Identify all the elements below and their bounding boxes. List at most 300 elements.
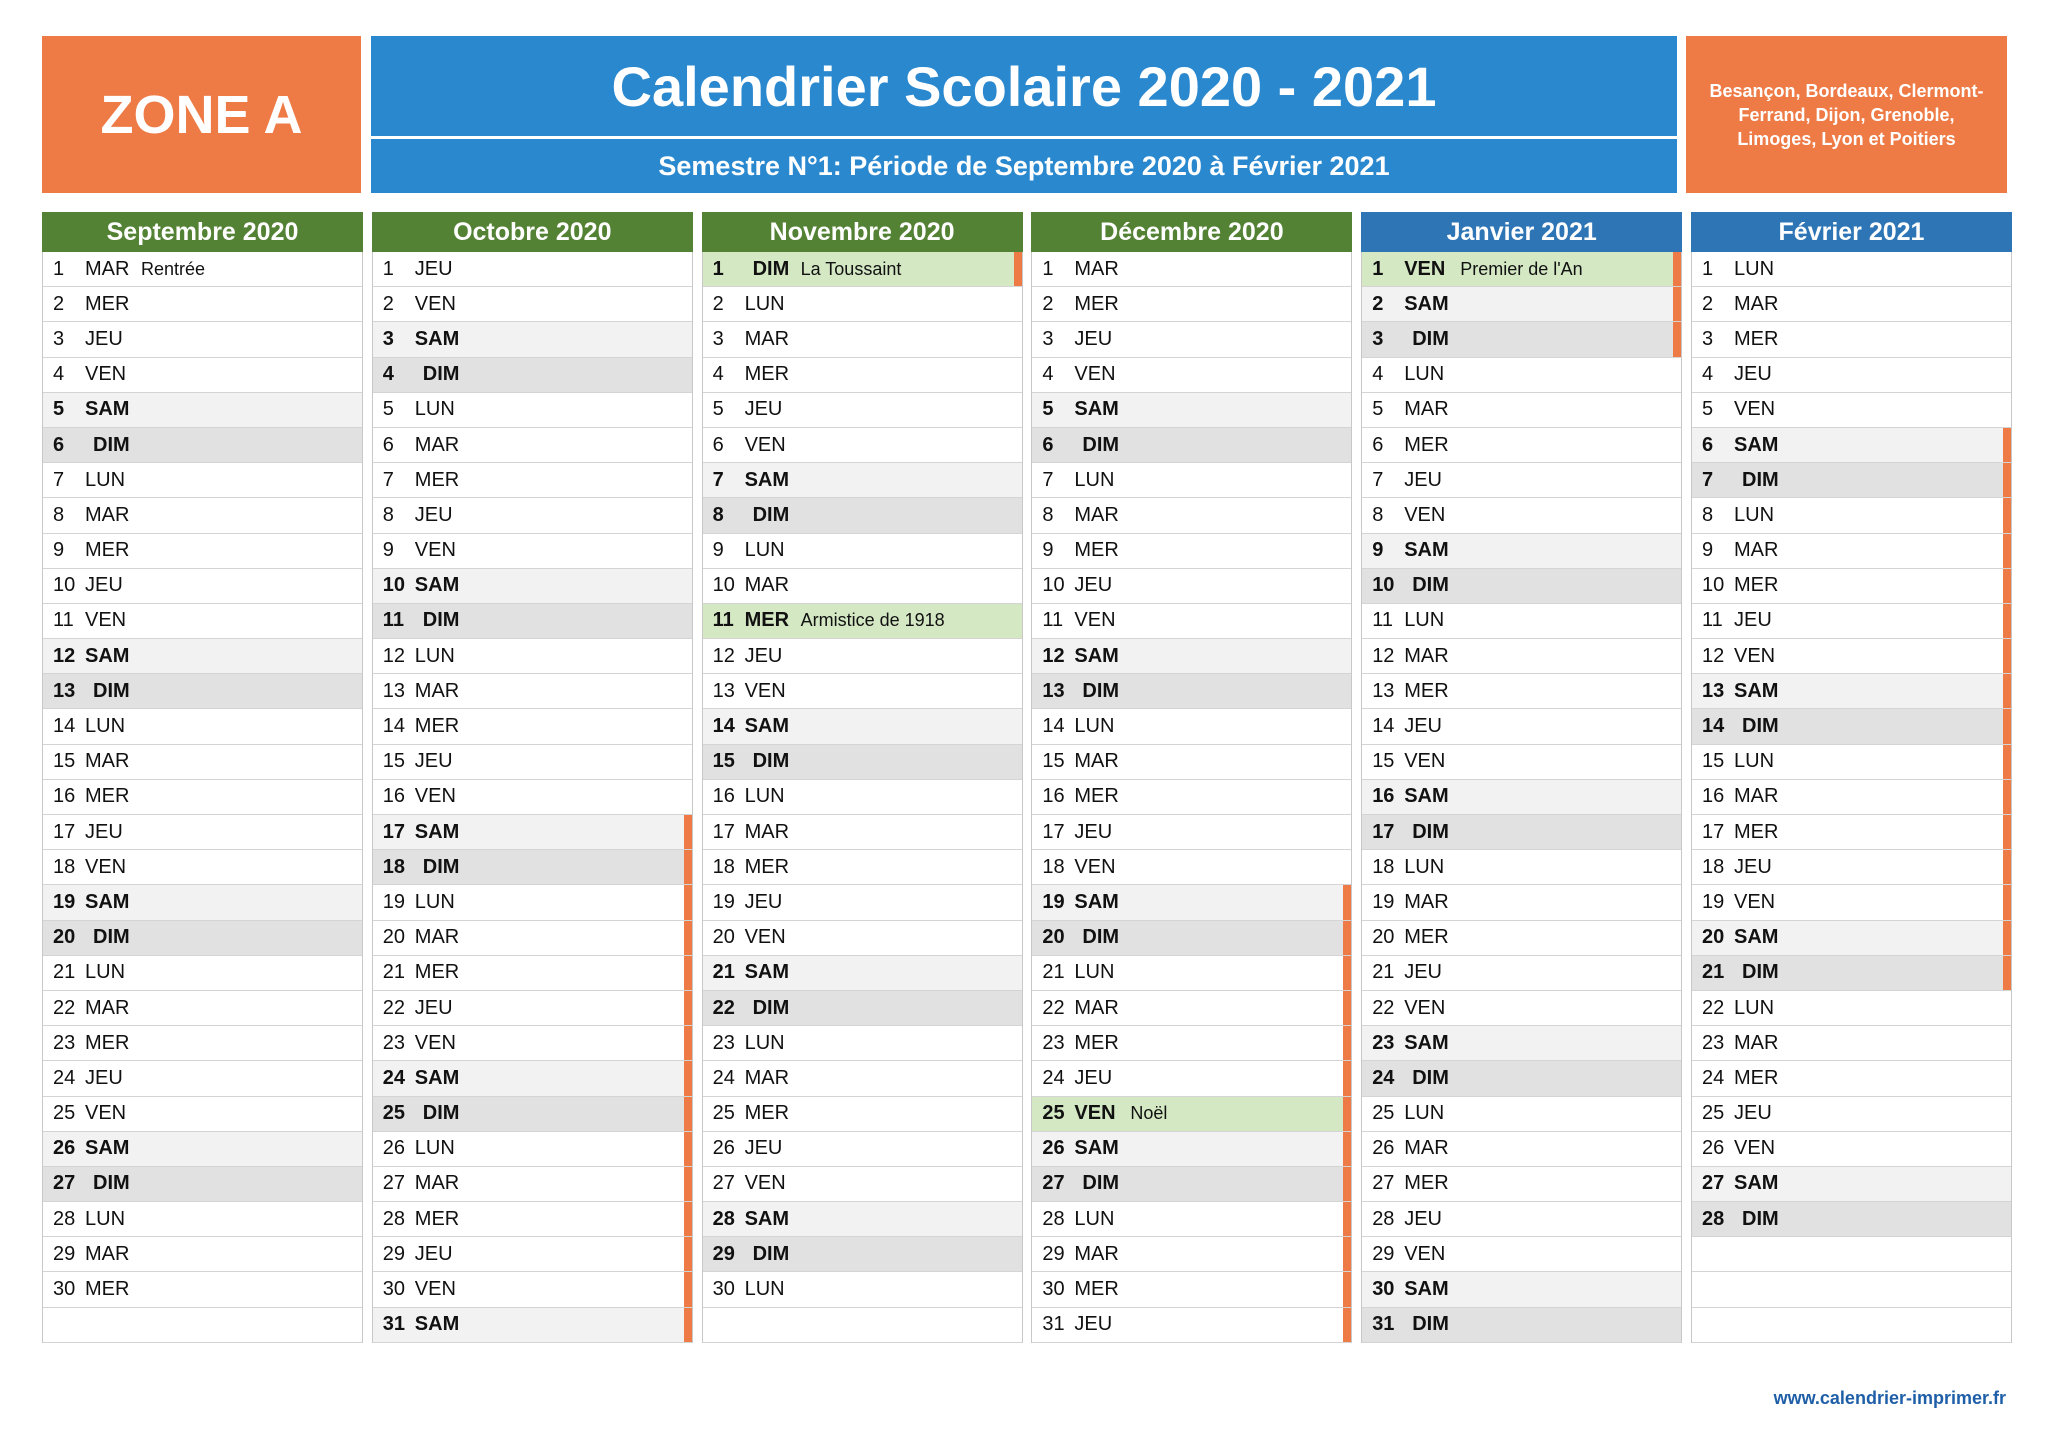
day-row [43, 885, 362, 920]
day-number: 3 [382, 327, 394, 350]
day-row [1692, 1167, 2011, 1202]
vacation-marker [2003, 639, 2011, 673]
day-row [373, 1202, 692, 1237]
month-column [1691, 212, 2012, 1343]
day-row [1032, 956, 1351, 991]
day-number: 20 [1042, 926, 1065, 949]
day-number: 12 [382, 644, 406, 667]
day-number: 13 [1372, 679, 1395, 702]
day-row [1032, 1132, 1351, 1167]
weekday-name: MAR [414, 679, 460, 702]
weekday-name: MAR [1404, 644, 1449, 667]
day-number: 24 [1702, 1066, 1725, 1089]
day-number: 14 [53, 715, 76, 738]
day-number: 23 [1042, 1031, 1065, 1054]
day-row [1362, 780, 1681, 815]
day-row [703, 498, 1022, 533]
day-row [373, 1026, 692, 1061]
day-row [1692, 463, 2011, 498]
day-row [43, 604, 362, 639]
weekday-name: MER [1074, 1278, 1119, 1301]
day-row [43, 287, 362, 322]
event-label: Armistice de 1918 [800, 610, 945, 631]
day-number: 4 [382, 363, 394, 386]
day-number: 27 [1042, 1172, 1065, 1195]
day-row [703, 745, 1022, 780]
day-row [1692, 1061, 2011, 1096]
day-number: 23 [53, 1031, 76, 1054]
weekday-name: MER [1734, 327, 1779, 350]
vacation-marker [1673, 322, 1681, 356]
day-number: 21 [382, 961, 406, 984]
vacation-marker [1343, 921, 1351, 955]
day-number: 15 [712, 750, 735, 773]
weekday-name: MER [85, 785, 130, 808]
day-row [1692, 745, 2011, 780]
day-row [1362, 1167, 1681, 1202]
cities-list: Besançon, Bordeaux, Clermont-Ferrand, Dijon, Grenoble, Limoges, Lyon et Poitiers [1686, 36, 2007, 193]
day-row [43, 534, 362, 569]
vacation-marker [2003, 921, 2011, 955]
day-number: 27 [1702, 1172, 1725, 1195]
event-label: Premier de l'An [1460, 258, 1583, 279]
month-column [1031, 212, 1352, 1343]
day-row [1692, 921, 2011, 956]
weekday-name: JEU [744, 398, 783, 421]
day-row [43, 1202, 362, 1237]
day-number: 15 [1702, 750, 1725, 773]
day-row [703, 991, 1022, 1026]
day-list [702, 252, 1023, 1343]
weekday-name: SAM [85, 1137, 130, 1160]
vacation-marker [1343, 1097, 1351, 1131]
day-number: 2 [1042, 292, 1054, 315]
vacation-marker [684, 991, 692, 1025]
month-header: Novembre 2020 [702, 212, 1023, 252]
day-number: 23 [1702, 1031, 1725, 1054]
day-row [43, 1167, 362, 1202]
day-number: 23 [382, 1031, 406, 1054]
day-row [43, 709, 362, 744]
weekday-name: SAM [1404, 539, 1449, 562]
weekday-name: MER [1404, 679, 1449, 702]
weekday-name: LUN [85, 468, 126, 491]
weekday-name: JEU [1074, 1313, 1113, 1336]
day-number: 3 [1702, 327, 1714, 350]
day-row [1362, 604, 1681, 639]
day-number: 16 [1702, 785, 1725, 808]
day-number: 14 [712, 715, 735, 738]
day-row [1692, 639, 2011, 674]
day-number: 19 [382, 890, 406, 913]
day-row [703, 534, 1022, 569]
day-row [1032, 428, 1351, 463]
day-number: 16 [1372, 785, 1395, 808]
weekday-name: MAR [1074, 996, 1119, 1019]
day-row [1032, 709, 1351, 744]
day-number: 24 [53, 1066, 76, 1089]
weekday-name: DIM [1742, 468, 1779, 491]
day-number: 28 [382, 1207, 406, 1230]
day-row [703, 1026, 1022, 1061]
day-number: 16 [53, 785, 76, 808]
day-row [1362, 1308, 1681, 1343]
day-number: 3 [53, 327, 65, 350]
day-row [1362, 639, 1681, 674]
weekday-name: JEU [1074, 820, 1113, 843]
weekday-name: MER [744, 609, 790, 632]
day-row [1032, 287, 1351, 322]
weekday-name: SAM [744, 1207, 790, 1230]
weekday-name: SAM [1404, 1031, 1449, 1054]
day-row [373, 674, 692, 709]
day-row [373, 252, 692, 287]
day-row [373, 956, 692, 991]
day-row [703, 569, 1022, 604]
day-number: 16 [382, 785, 406, 808]
weekday-name: VEN [1404, 1242, 1446, 1265]
weekday-name: DIM [1742, 1207, 1779, 1230]
day-number: 25 [1042, 1102, 1065, 1125]
vacation-marker [1343, 1167, 1351, 1201]
day-row [1362, 1026, 1681, 1061]
vacation-marker [1343, 1132, 1351, 1166]
day-number: 12 [53, 644, 76, 667]
day-row [373, 639, 692, 674]
vacation-marker [1673, 287, 1681, 321]
day-row [43, 498, 362, 533]
weekday-name: SAM [1734, 433, 1779, 456]
day-number: 2 [712, 292, 724, 315]
day-number: 17 [1702, 820, 1725, 843]
weekday-name: JEU [85, 574, 123, 597]
title-banner [371, 36, 1677, 193]
event-label: Noël [1130, 1103, 1168, 1124]
weekday-name: JEU [85, 327, 123, 350]
event-label: Rentrée [141, 258, 206, 279]
day-row [703, 921, 1022, 956]
day-row [1032, 991, 1351, 1026]
website-link[interactable]: www.calendrier-imprimer.fr [1773, 1388, 2006, 1408]
day-row [703, 393, 1022, 428]
weekday-name: VEN [1074, 1102, 1116, 1125]
page-subtitle: Semestre N°1: Période de Septembre 2020 à Février 2021 [658, 150, 1390, 181]
day-number: 29 [1372, 1242, 1395, 1265]
weekday-name: MAR [1734, 539, 1779, 562]
day-row [703, 1272, 1022, 1307]
day-number: 22 [1372, 996, 1395, 1019]
weekday-name: MER [1404, 1172, 1449, 1195]
day-row [43, 393, 362, 428]
weekday-name: LUN [744, 1031, 785, 1054]
day-number: 29 [382, 1242, 406, 1265]
day-number: 22 [382, 996, 406, 1019]
day-row [1692, 498, 2011, 533]
day-row [1032, 885, 1351, 920]
day-number: 11 [712, 609, 734, 632]
vacation-marker [2003, 428, 2011, 462]
weekday-name: LUN [1734, 996, 1775, 1019]
day-number: 8 [382, 503, 394, 526]
weekday-name: LUN [414, 398, 455, 421]
page-title: Calendrier Scolaire 2020 - 2021 [371, 36, 1677, 139]
day-number: 1 [1702, 257, 1714, 280]
day-row [703, 604, 1022, 639]
day-list [1691, 252, 2012, 1343]
weekday-name: LUN [414, 1137, 455, 1160]
vacation-marker [2003, 463, 2011, 497]
day-row [43, 745, 362, 780]
day-row [373, 358, 692, 393]
weekday-name: SAM [1074, 398, 1119, 421]
vacation-marker [2003, 850, 2011, 884]
vacation-marker [684, 956, 692, 990]
weekday-name: MAR [85, 996, 130, 1019]
day-number: 24 [382, 1066, 406, 1089]
day-number: 4 [1042, 363, 1054, 386]
day-number: 6 [712, 433, 724, 456]
day-number: 26 [53, 1137, 76, 1160]
day-number: 17 [712, 820, 735, 843]
weekday-name: LUN [744, 785, 785, 808]
weekday-name: VEN [744, 1172, 786, 1195]
day-row [1032, 674, 1351, 709]
day-number: 20 [53, 926, 76, 949]
vacation-marker [2003, 885, 2011, 919]
day-number: 15 [382, 750, 406, 773]
day-row [373, 1097, 692, 1132]
empty-cell [703, 1308, 1022, 1343]
day-number: 29 [712, 1242, 735, 1265]
day-number: 22 [53, 996, 76, 1019]
weekday-name: SAM [1734, 679, 1779, 702]
day-number: 6 [1372, 433, 1384, 456]
day-row [1692, 674, 2011, 709]
weekday-name: LUN [744, 292, 785, 315]
day-row [43, 1237, 362, 1272]
weekday-name: VEN [1404, 257, 1446, 280]
day-number: 23 [712, 1031, 735, 1054]
day-row [43, 639, 362, 674]
day-number: 3 [1042, 327, 1054, 350]
day-number: 8 [1702, 503, 1714, 526]
day-number: 30 [1042, 1278, 1065, 1301]
day-number: 6 [1042, 433, 1054, 456]
weekday-name: MAR [85, 750, 130, 773]
day-row [1362, 1097, 1681, 1132]
vacation-marker [684, 1061, 692, 1095]
weekday-name: SAM [1074, 1137, 1119, 1160]
weekday-name: LUN [1734, 503, 1775, 526]
weekday-name: DIM [1742, 715, 1779, 738]
weekday-name: MER [414, 715, 460, 738]
weekday-name: SAM [744, 715, 790, 738]
weekday-name: LUN [744, 1278, 785, 1301]
day-number: 2 [53, 292, 65, 315]
day-row [1692, 1026, 2011, 1061]
weekday-name: MAR [414, 1172, 460, 1195]
day-row [1362, 287, 1681, 322]
weekday-name: DIM [1412, 1066, 1449, 1089]
day-row [373, 393, 692, 428]
day-row [373, 463, 692, 498]
month-header: Octobre 2020 [372, 212, 693, 252]
weekday-name: MAR [85, 503, 130, 526]
day-row [373, 604, 692, 639]
day-row [1032, 1061, 1351, 1096]
day-number: 14 [1702, 715, 1725, 738]
day-row [703, 639, 1022, 674]
weekday-name: VEN [1404, 503, 1446, 526]
weekday-name: VEN [1734, 1137, 1776, 1160]
weekday-name: SAM [414, 327, 460, 350]
weekday-name: JEU [1074, 574, 1113, 597]
day-row [1692, 1202, 2011, 1237]
day-number: 7 [1042, 468, 1054, 491]
day-row [373, 569, 692, 604]
weekday-name: LUN [1074, 468, 1115, 491]
weekday-name: JEU [744, 644, 783, 667]
month-header: Janvier 2021 [1361, 212, 1682, 252]
day-number: 5 [1042, 398, 1054, 421]
day-number: 9 [382, 539, 394, 562]
weekday-name: VEN [1734, 398, 1776, 421]
day-row [43, 815, 362, 850]
day-row [703, 885, 1022, 920]
day-row [373, 850, 692, 885]
day-row [1032, 850, 1351, 885]
day-number: 25 [1702, 1102, 1725, 1125]
day-row [703, 358, 1022, 393]
weekday-name: DIM [752, 996, 790, 1019]
weekday-name: JEU [1404, 715, 1442, 738]
weekday-name: MAR [744, 1066, 790, 1089]
day-number: 8 [712, 503, 724, 526]
day-row [1362, 393, 1681, 428]
weekday-name: MAR [744, 574, 790, 597]
day-row [1032, 1097, 1351, 1132]
vacation-marker [2003, 674, 2011, 708]
day-number: 27 [382, 1172, 406, 1195]
day-number: 21 [1702, 961, 1725, 984]
day-row [1362, 709, 1681, 744]
day-number: 7 [712, 468, 724, 491]
day-number: 11 [53, 609, 74, 632]
day-row [373, 815, 692, 850]
day-row [373, 322, 692, 357]
weekday-name: SAM [414, 574, 460, 597]
day-row [1032, 745, 1351, 780]
day-number: 14 [382, 715, 406, 738]
weekday-name: MER [85, 539, 130, 562]
day-row [1032, 921, 1351, 956]
month-header: Septembre 2020 [42, 212, 363, 252]
day-number: 3 [712, 327, 724, 350]
day-row [43, 569, 362, 604]
day-number: 11 [1702, 609, 1723, 632]
day-number: 16 [712, 785, 735, 808]
weekday-name: MER [1734, 820, 1779, 843]
weekday-name: DIM [93, 1172, 130, 1195]
day-row [1032, 252, 1351, 287]
day-number: 28 [1702, 1207, 1725, 1230]
day-number: 21 [1372, 961, 1395, 984]
day-number: 5 [712, 398, 724, 421]
weekday-name: MAR [744, 327, 790, 350]
day-row [1692, 393, 2011, 428]
empty-cell [1692, 1308, 2011, 1343]
day-number: 11 [1042, 609, 1064, 632]
day-row [43, 1132, 362, 1167]
weekday-name: VEN [1734, 644, 1776, 667]
day-number: 17 [382, 820, 406, 843]
weekday-name: VEN [414, 1278, 456, 1301]
vacation-marker [2003, 745, 2011, 779]
day-number: 18 [1372, 855, 1395, 878]
day-number: 28 [1042, 1207, 1065, 1230]
day-number: 30 [382, 1278, 406, 1301]
weekday-name: DIM [1742, 961, 1779, 984]
day-number: 31 [1042, 1313, 1065, 1336]
day-row [1032, 604, 1351, 639]
day-row [1032, 1237, 1351, 1272]
weekday-name: JEU [1404, 468, 1442, 491]
day-number: 20 [1372, 926, 1395, 949]
day-row [1032, 358, 1351, 393]
weekday-name: JEU [1734, 1102, 1772, 1125]
day-row [703, 428, 1022, 463]
vacation-marker [684, 850, 692, 884]
day-row [1362, 322, 1681, 357]
weekday-name: DIM [1412, 1313, 1449, 1336]
day-number: 2 [1372, 292, 1384, 315]
weekday-name: DIM [752, 257, 790, 280]
day-row [703, 1237, 1022, 1272]
vacation-marker [2003, 709, 2011, 743]
day-number: 21 [1042, 961, 1065, 984]
day-row [1362, 1061, 1681, 1096]
day-number: 7 [53, 468, 65, 491]
day-row [1032, 322, 1351, 357]
weekday-name: JEU [85, 820, 123, 843]
weekday-name: SAM [1734, 926, 1779, 949]
vacation-marker [1673, 252, 1681, 286]
day-row [1692, 604, 2011, 639]
day-number: 17 [1042, 820, 1065, 843]
day-number: 17 [1372, 820, 1395, 843]
vacation-marker [684, 885, 692, 919]
day-number: 23 [1372, 1031, 1395, 1054]
weekday-name: LUN [414, 644, 455, 667]
day-row [1032, 569, 1351, 604]
day-row [1692, 252, 2011, 287]
vacation-marker [684, 921, 692, 955]
day-row [43, 1026, 362, 1061]
day-row [703, 850, 1022, 885]
day-number: 19 [1042, 890, 1065, 913]
day-number: 10 [712, 574, 735, 597]
vacation-marker [684, 1202, 692, 1236]
day-row [1362, 956, 1681, 991]
day-number: 9 [712, 539, 724, 562]
day-row [1692, 322, 2011, 357]
day-number: 25 [1372, 1102, 1395, 1125]
day-number: 4 [1702, 363, 1714, 386]
day-row [1692, 534, 2011, 569]
day-row [1692, 885, 2011, 920]
weekday-name: LUN [1404, 1102, 1445, 1125]
weekday-name: MAR [1734, 1031, 1779, 1054]
